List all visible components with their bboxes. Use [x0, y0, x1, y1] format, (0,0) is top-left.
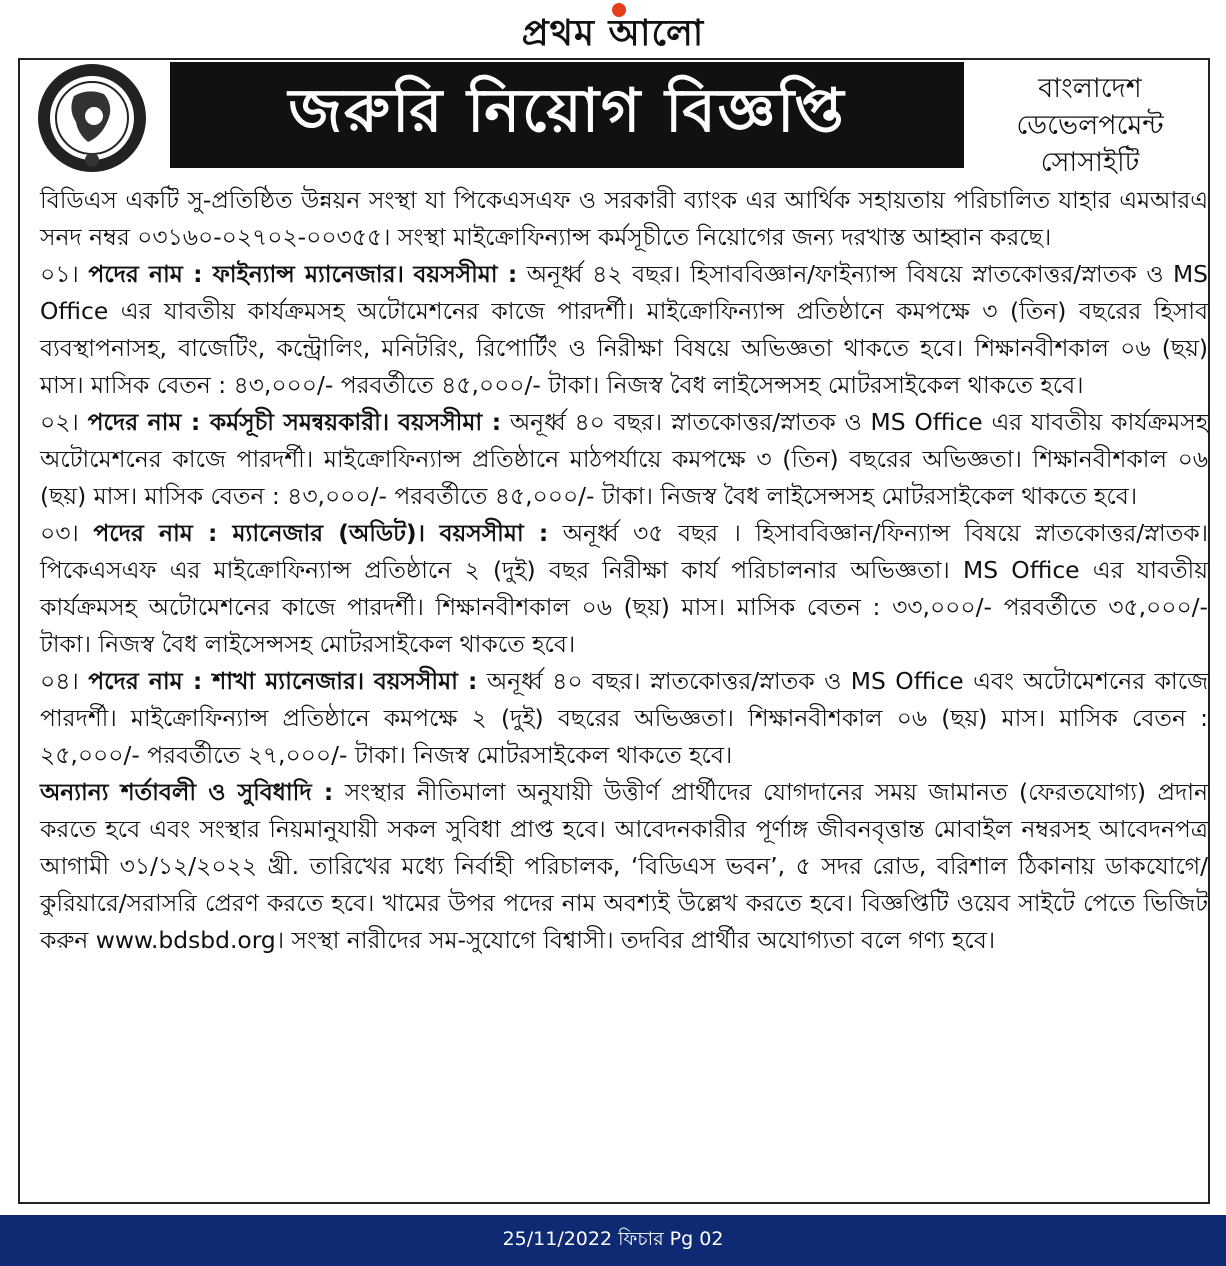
footer-bar	[0, 1215, 1226, 1266]
post-name: পদের নাম : ফাইন্যান্স ম্যানেজার।	[88, 260, 404, 288]
position-3	[40, 515, 1208, 663]
org-name-line: সোসাইটি	[1040, 147, 1140, 178]
terms-paragraph	[40, 774, 1208, 959]
post-name: পদের নাম : শাখা ম্যানেজার।	[88, 667, 365, 695]
position-details: অনূর্ধ্ব ৪২ বছর। হিসাববিজ্ঞান/ফাইন্যান্স বিষয়ে স্নাতকোত্তর/স্নাতক ও MS Office এর যাবতীয় কার্যক্রমসহ অটোমেশনের কাজে পারদর্শী। মাইক্রোফিন্যান্স প্রতিষ্ঠানে কমপক্ষে ৩ (তিন) বছরের হিসাব ব্যবস্থাপনাসহ, বাজেটিং, কন্ট্রোলিং, মনিটরিং, রিপোর্টিং ও নিরীক্ষা বিষয়ে অভিজ্ঞতা থাকতে হবে। শিক্ষানবীশকাল ০৬ (ছয়) মাস। মাসিক বেতন : ৪৩,০০০/- পরবর্তীতে ৪৫,০০০/- টাকা। নিজস্ব বৈধ লাইসেন্সসহ মোটরসাইকেল থাকতে হবে।	[40, 260, 1209, 399]
terms-label: অন্যান্য শর্তাবলী ও সুবিধাদি :	[40, 778, 334, 806]
newspaper-masthead	[0, 0, 1226, 56]
position-number: ০২।	[40, 408, 79, 436]
intro-paragraph: বিডিএস একটি সু-প্রতিষ্ঠিত উন্নয়ন সংস্থা যা পিকেএসএফ ও সরকারী ব্যাংক এর আর্থিক সহায়তায় পরিচালিত যাহার এমআরএ সনদ নম্বর ০৩১৬০-০২৭০২-০০৩৫৫। সংস্থা মাইক্রোফিন্যান্স কর্মসূচীতে নিয়োগের জন্য দরখাস্ত আহ্বান করছে।	[40, 186, 1208, 251]
position-details: অনূর্ধ্ব ৪০ বছর। স্নাতকোত্তর/স্নাতক ও MS Office এর যাবতীয় কার্যক্রমসহ অটোমেশনের কাজে পারদর্শী। মাইক্রোফিন্যান্স প্রতিষ্ঠানে মাঠপর্যায়ে কমপক্ষে ৩ (তিন) বছরের অভিজ্ঞতা। শিক্ষানবীশকাল ০৬ (ছয়) মাস। মাসিক বেতন : ৪৩,০০০/- পরবর্তীতে ৪৫,০০০/- টাকা। নিজস্ব বৈধ লাইসেন্সসহ মোটরসাইকেল থাকতে হবে।	[40, 408, 1209, 510]
age-label: বয়সসীমা :	[413, 260, 518, 288]
terms-text: সংস্থার নীতিমালা অনুযায়ী উত্তীর্ণ প্রার্থীদের যোগদানের সময় জামানত (ফেরতযোগ্য) প্রদান করতে হবে এবং সংস্থার নিয়মানুযায়ী সকল সুবিধা প্রাপ্ত হবে। আবেদনকারীর পূর্ণাঙ্গ জীবনবৃত্তান্ত মোবাইল নম্বরসহ আবেদনপত্র আগামী ৩১/১২/২০২২ খ্রী. তারিখের মধ্যে নির্বাহী পরিচালক, ‘বিডিএস ভবন’, ৫ সদর রোড, বরিশাল ঠিকানায় ডাকযোগে/কুরিয়ারে/সরাসরি প্রেরণ করতে হবে। খামের উপর পদের নাম অবশ্যই উল্লেখ করতে হবে। বিজ্ঞপ্তিটি ওয়েব সাইটে পেতে ভিজিট করুন www.bdsbd.org। সংস্থা নারীদের সম-সুযোগে বিশ্বাসী। তদবির প্রার্থীর অযোগ্যতা বলে গণ্য হবে।	[40, 778, 1208, 954]
org-name-line: বাংলাদেশ	[1038, 73, 1142, 104]
ad-headline: জরুরি নিয়োগ বিজ্ঞপ্তি	[170, 62, 964, 168]
position-number: ০৪।	[40, 667, 79, 695]
position-2	[40, 404, 1208, 515]
masthead-title: প্রথম আলো	[521, 13, 705, 54]
position-number: ০৩।	[40, 519, 79, 547]
position-4	[40, 663, 1208, 774]
position-details: অনূর্ধ্ব ৪০ বছর। স্নাতকোত্তর/স্নাতক ও MS Office এবং অটোমেশনের কাজে পারদর্শী। মাইক্রোফিন্যান্স প্রতিষ্ঠানে কমপক্ষে ২ (দুই) বছরের অভিজ্ঞতা। শিক্ষানবীশকাল ০৬ (ছয়) মাস। মাসিক বেতন : ২৫,০০০/- পরবর্তীতে ২৭,০০০/- টাকা। নিজস্ব মোটরসাইকেল থাকতে হবে।	[40, 667, 1209, 769]
org-name-line: ডেভেলপমেন্ট	[1016, 110, 1164, 141]
age-label: বয়সসীমা :	[397, 408, 502, 436]
position-details: অনূর্ধ্ব ৩৫ বছর । হিসাববিজ্ঞান/ফিন্যান্স বিষয়ে স্নাতকোত্তর/স্নাতক। পিকেএসএফ এর মাইক্রোফিন্যান্স প্রতিষ্ঠানে ২ (দুই) বছর নিরীক্ষা কার্য পরিচালনার অভিজ্ঞতা। MS Office এর যাবতীয় কার্যক্রমসহ অটোমেশনের কাজে পারদর্শী। শিক্ষানবীশকাল ০৬ (ছয়) মাস। মাসিক বেতন : ৩৩,০০০/- পরবর্তীতে ৩৫,০০০/- টাকা। নিজস্ব বৈধ লাইসেন্সসহ মোটরসাইকেল থাকতে হবে।	[40, 519, 1208, 658]
age-label: বয়সসীমা :	[439, 519, 549, 547]
ad-body	[40, 182, 1208, 959]
post-name: পদের নাম : ম্যানেজার (অডিট)।	[93, 519, 425, 547]
footer-date-page: 25/11/2022 ফিচার Pg 02	[502, 1227, 724, 1250]
post-name: পদের নাম : কর্মসূচী সমন্বয়কারী।	[87, 408, 390, 436]
organization-name	[990, 70, 1190, 181]
position-1	[40, 256, 1208, 404]
bds-logo	[22, 62, 162, 174]
age-label: বয়সসীমা :	[373, 667, 478, 695]
position-number: ০১।	[40, 260, 79, 288]
